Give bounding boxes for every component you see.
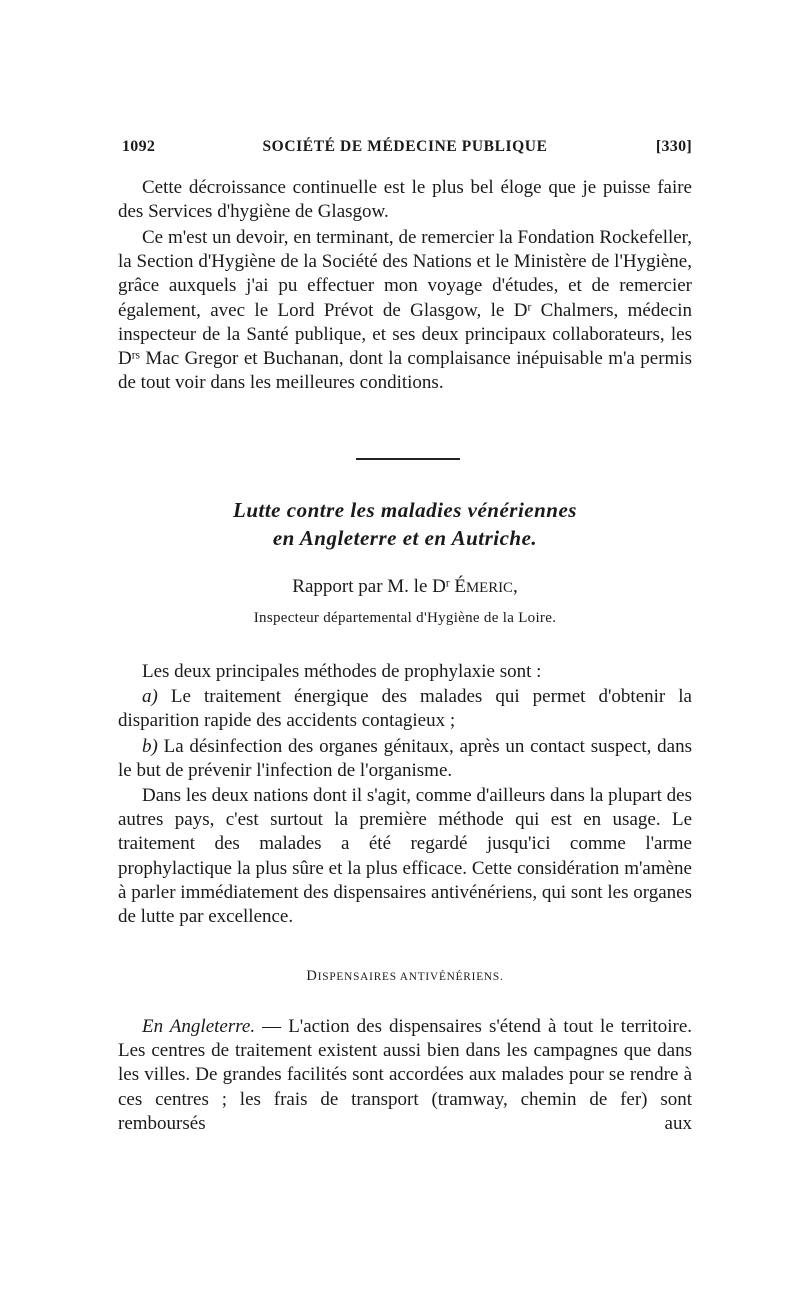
running-title: SOCIÉTÉ DE MÉDECINE PUBLIQUE (262, 138, 548, 155)
page-reference: [330] (655, 138, 692, 155)
running-header (118, 138, 692, 162)
body-paragraph-3: En Angleterre. — L'action des dispensaires s'étend à tout le territoire. Les centres de traitement existent aussi bien dans les campagnes que dans les villes. De grandes facilités sont accordées aux malades pour se rendre à ces centres ; les frais de transport (tramway, chemin de fer) sont remboursés aux (118, 1016, 692, 1134)
page-number: 1092 (122, 138, 156, 155)
list-item-b: b) La désinfection des organes génitaux, après un contact suspect, dans le but de prévenir l'infection de l'organisme. (118, 736, 692, 782)
article-byline: Rapport par M. le $D^r$ ÉMERIC, (292, 576, 518, 597)
section-heading: DISPENSAIRES ANTIVÉNÉRIENS. (306, 968, 504, 984)
section-divider (356, 458, 460, 460)
article-title-line-1: Lutte contre les maladies vénériennes (233, 498, 577, 522)
intro-paragraph-1: Cette décroissance continuelle est le plus bel éloge que je puisse faire des Services d'hygiène de Glasgow. (118, 177, 692, 223)
body-paragraph-2: Dans les deux nations dont il s'agit, comme d'ailleurs dans la plupart des autres pays, c'est surtout la première méthode qui est en usage. Le traitement des malades a été regardé jusqu'ici comme l'arme prophylactique la plus sûre et la plus efficace. Cette considération m'amène à parler immédiatement des dispensaires antivénériens, qui sont les organes de lutte par excellence. (118, 785, 692, 928)
article-title-line-2: en Angleterre et en Autriche. (272, 526, 538, 550)
author-affiliation: Inspecteur départemental d'Hygiène de la Loire. (253, 610, 557, 626)
list-item-a: a) Le traitement énergique des malades qui permet d'obtenir la disparition rapide des accidents contagieux ; (118, 686, 692, 732)
intro-paragraph-2: Ce m'est un devoir, en terminant, de remercier la Fondation Rockefeller, la Section d'Hygiène de la Société des Nations et le Ministère de l'Hygiène, grâce auxquels j'ai pu effectuer mon voyage d'études, et de remercier également, avec le Lord Prévot de Glasgow, le $D^r$ Chalmers, médecin inspecteur de la Santé publique, et ses deux principaux collaborateurs, les $D^{rs}$ Mac Gregor et Buchanan, dont la complaisance inépuisable m'a permis de tout voir dans les meilleures conditions. (118, 227, 692, 394)
body-paragraph-intro: Les deux principales méthodes de prophylaxie sont : (142, 661, 542, 682)
